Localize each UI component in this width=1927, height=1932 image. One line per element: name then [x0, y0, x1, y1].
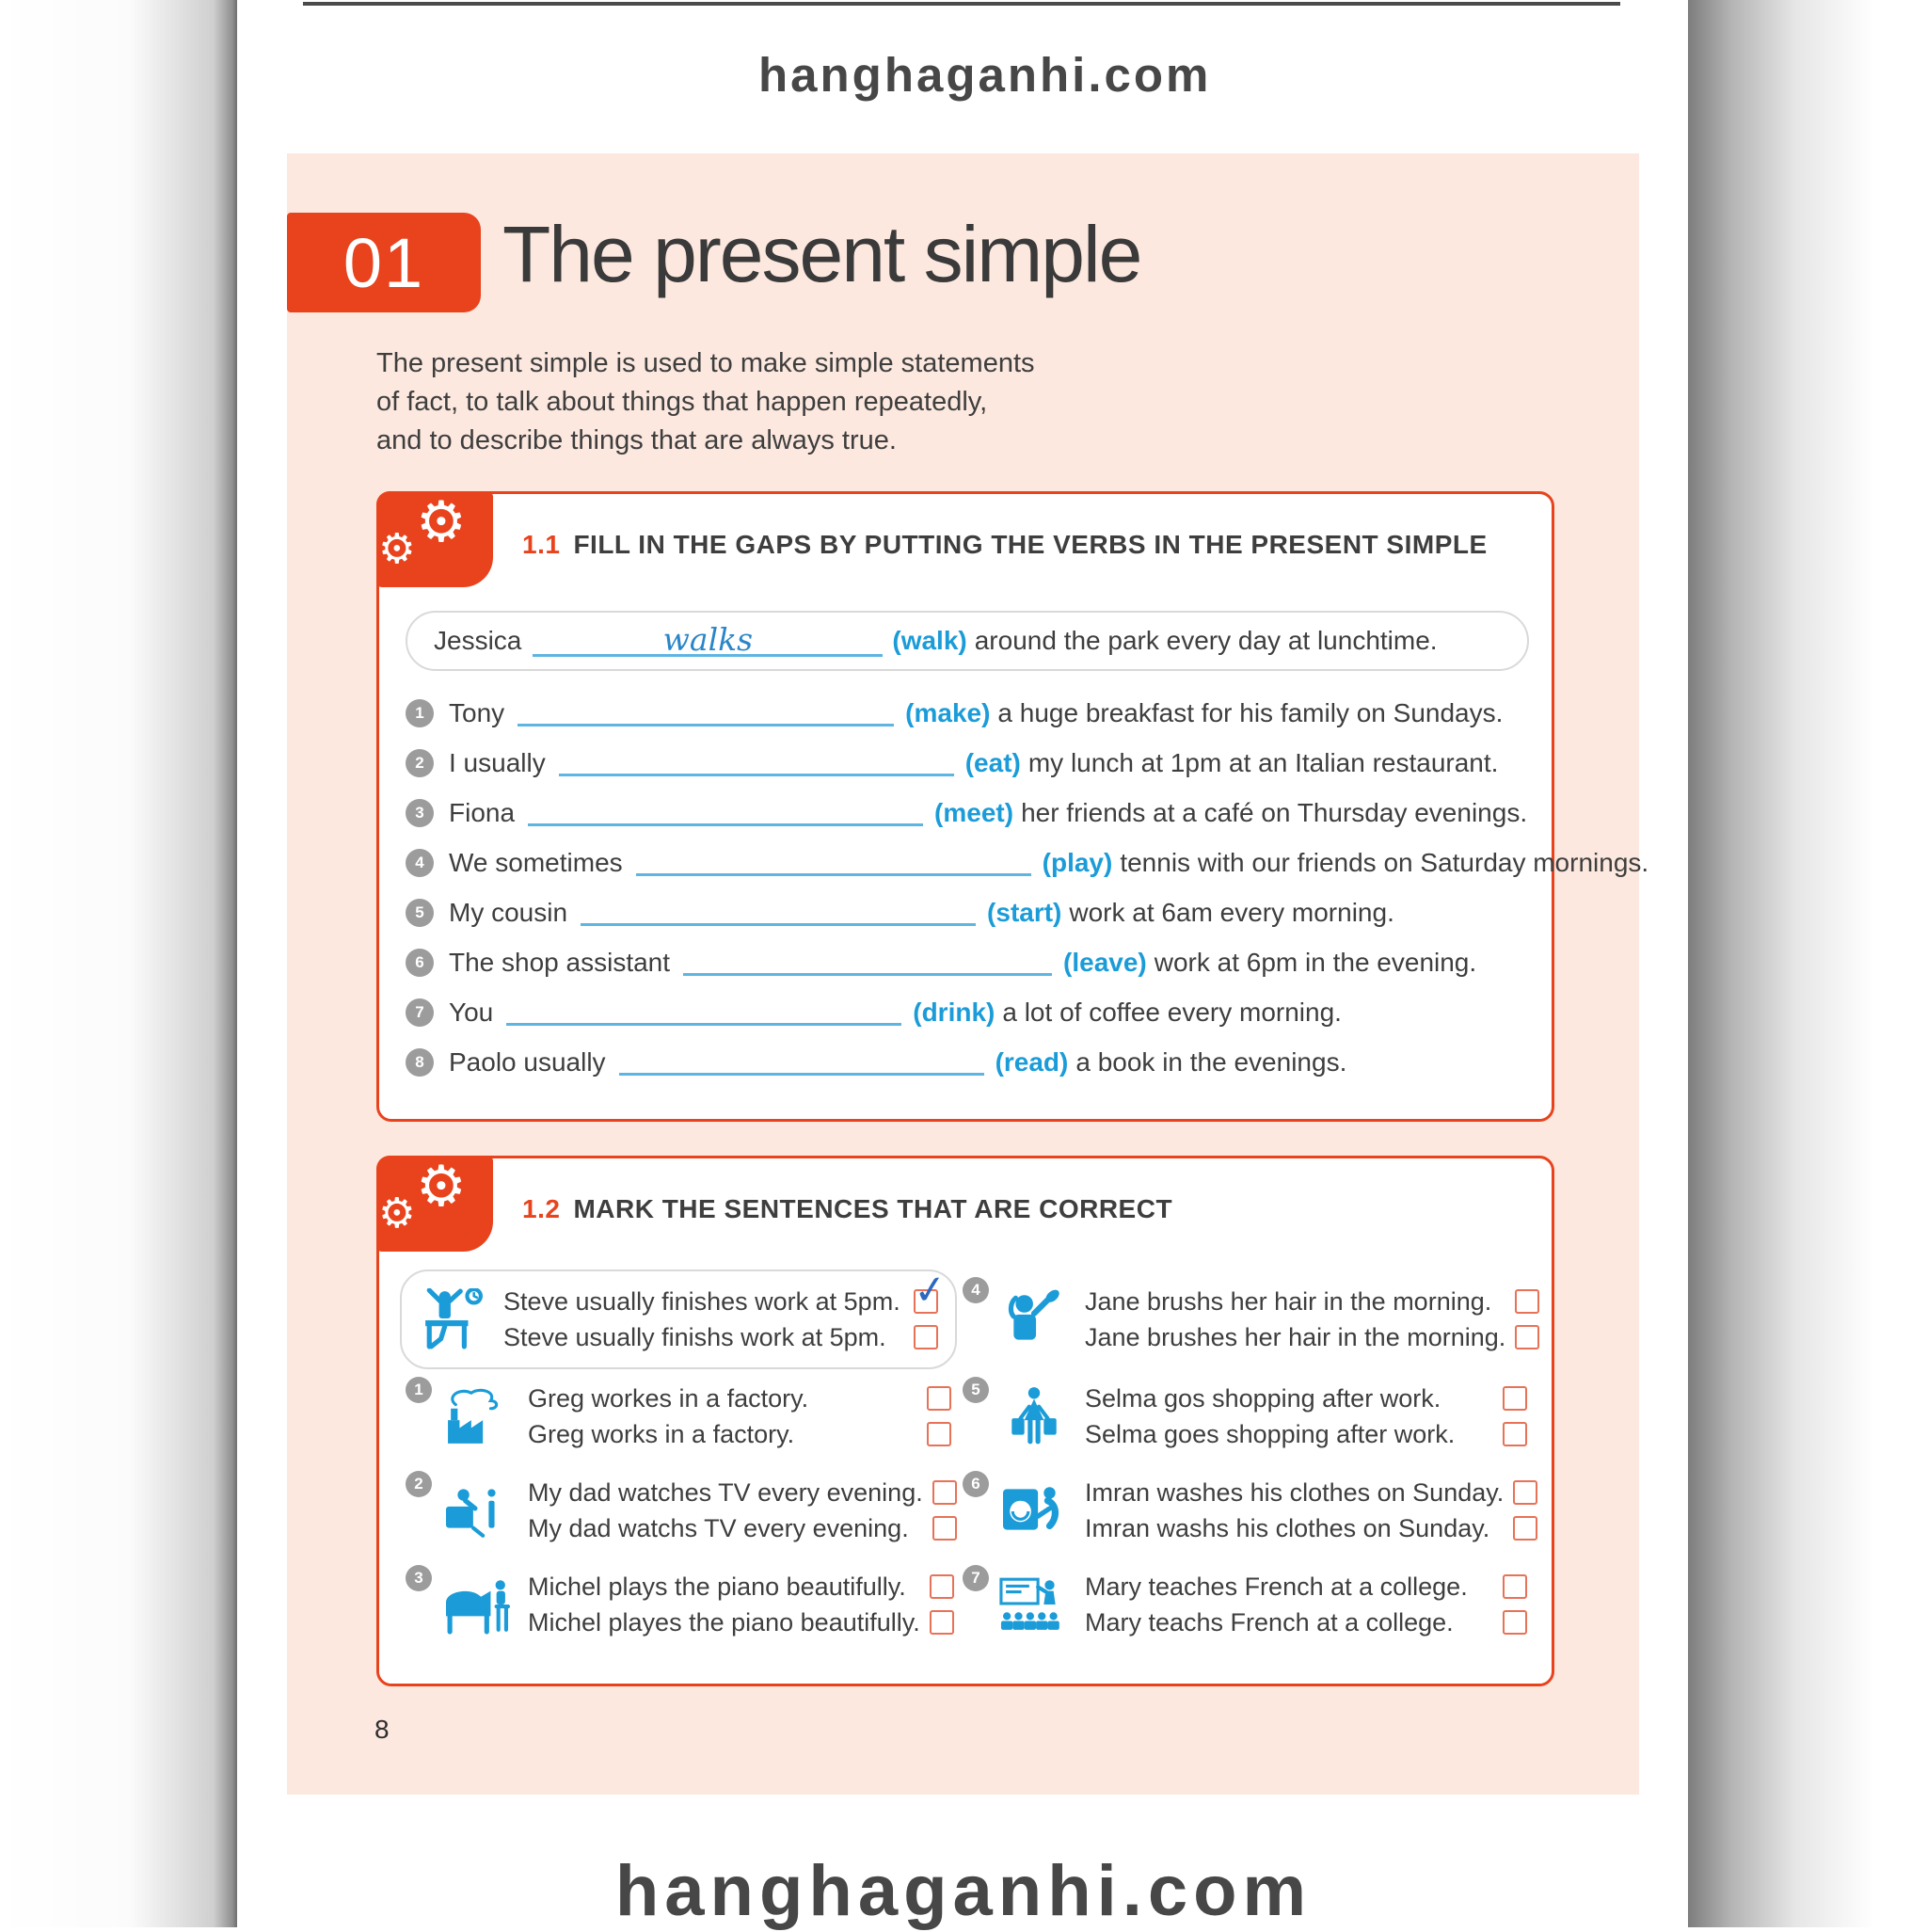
sentence-option: Imran washs his clothes on Sunday. — [1085, 1513, 1490, 1542]
checkbox-empty[interactable] — [1503, 1386, 1527, 1411]
fill-item-1 — [406, 688, 1529, 738]
chapter-number: 01 — [342, 223, 425, 302]
gear-icon: ⚙ — [378, 525, 416, 573]
checkbox-empty[interactable] — [930, 1574, 954, 1599]
answer-blank[interactable] — [506, 995, 901, 1026]
sentence-option: Mary teachs French at a college. — [1085, 1607, 1454, 1637]
page-right-edge-shadow — [1688, 0, 1927, 1927]
fill-in-items — [406, 688, 1649, 1087]
sentence-option: Jane brushs her hair in the morning. — [1085, 1286, 1492, 1316]
checkbox-empty[interactable] — [1503, 1610, 1527, 1635]
washing-machine-icon — [996, 1479, 1072, 1541]
item-number-badge: 7 — [963, 1565, 989, 1591]
sentence-option: Mary teaches French at a college. — [1085, 1572, 1468, 1601]
chapter-intro — [376, 344, 1035, 460]
verb-hint: (leave) — [1063, 947, 1147, 977]
verb-hint: (drink) — [913, 997, 995, 1027]
answer-blank[interactable] — [636, 845, 1031, 876]
checkbox-empty[interactable] — [927, 1422, 951, 1446]
fill-item-7 — [406, 987, 1529, 1037]
sentence-option: Michel plays the piano beautifully. — [528, 1572, 906, 1601]
item-number-badge: 1 — [406, 1377, 432, 1403]
example-sentence-pill — [406, 611, 1529, 671]
verb-hint: (make) — [905, 697, 991, 727]
mark-item-2 — [400, 1463, 957, 1557]
example-answer: walks — [662, 620, 754, 658]
sentence-end: my lunch at 1pm at an Italian restaurant. — [1027, 747, 1499, 777]
sentence-end: a lot of coffee every morning. — [1002, 997, 1342, 1027]
sentence-option: Jane brushes her hair in the morning. — [1085, 1322, 1506, 1351]
mark-item-3 — [400, 1557, 957, 1652]
answer-blank[interactable] — [528, 795, 923, 826]
checkbox-empty[interactable] — [914, 1325, 938, 1349]
sentence-start: Jessica — [434, 626, 522, 655]
verb-hint: (eat) — [964, 747, 1021, 777]
mark-item-6 — [957, 1463, 1533, 1557]
exercise-number: 1.2 — [522, 1194, 561, 1223]
answer-blank[interactable] — [518, 695, 894, 726]
watermark-top: hanghaganhi.com — [758, 48, 1212, 102]
item-number-badge: 3 — [406, 1565, 432, 1591]
answer-blank[interactable] — [533, 620, 883, 657]
sentence-end: a book in the evenings. — [1075, 1046, 1347, 1077]
sentence-end: around the park every day at lunchtime. — [974, 626, 1438, 655]
sentence-option: Imran washes his clothes on Sunday. — [1085, 1477, 1505, 1507]
sentence-option: Greg works in a factory. — [528, 1419, 795, 1448]
sentence-option: Selma gos shopping after work. — [1085, 1383, 1441, 1413]
sentence-start: I usually — [449, 747, 546, 777]
exercise-gears-tab — [376, 491, 493, 587]
exercise-1-2-header — [522, 1194, 1172, 1224]
exercise-1-1-box — [376, 491, 1649, 1122]
sentence-option: Michel playes the piano beautifully. — [528, 1607, 920, 1637]
exercise-gears-tab — [376, 1156, 493, 1252]
item-number-badge: 4 — [406, 849, 434, 877]
fill-item-5 — [406, 887, 1529, 937]
verb-hint: (play) — [1042, 847, 1113, 877]
example-mark-item — [400, 1266, 957, 1369]
page-left-edge-shadow — [0, 0, 237, 1927]
checkbox-empty[interactable] — [1503, 1574, 1527, 1599]
mark-item-5 — [957, 1369, 1533, 1463]
answer-blank[interactable] — [619, 1045, 984, 1076]
item-number-badge: 3 — [406, 799, 434, 827]
checkbox-empty[interactable] — [1515, 1325, 1539, 1349]
sentence-start: My cousin — [449, 897, 568, 927]
verb-hint: (read) — [995, 1046, 1069, 1077]
sentence-end: her friends at a café on Thursday evenings. — [1021, 797, 1528, 827]
exercise-1-1-header — [522, 530, 1488, 560]
watching-tv-icon — [439, 1479, 515, 1541]
checkbox-empty[interactable] — [927, 1386, 951, 1411]
answer-blank[interactable] — [683, 945, 1052, 976]
checkbox-empty[interactable] — [932, 1516, 957, 1541]
checkbox-empty[interactable] — [1513, 1516, 1537, 1541]
sentence-end: a huge breakfast for his family on Sundays. — [997, 697, 1504, 727]
shopping-icon — [996, 1385, 1072, 1447]
sentence-start: The shop assistant — [449, 947, 671, 977]
sentence-start: You — [449, 997, 494, 1027]
sentence-start: Fiona — [449, 797, 516, 827]
verb-hint: (start) — [987, 897, 1062, 927]
checkbox-empty[interactable] — [1515, 1289, 1539, 1314]
checkbox-empty[interactable] — [1513, 1480, 1537, 1505]
exercise-1-2-box — [376, 1156, 1554, 1686]
checkbox-empty[interactable] — [932, 1480, 957, 1505]
answer-blank[interactable] — [559, 745, 954, 776]
item-number-badge: 6 — [963, 1471, 989, 1497]
item-number-badge: 4 — [963, 1277, 989, 1303]
item-number-badge: 2 — [406, 749, 434, 777]
gear-icon: ⚙ — [416, 1156, 467, 1220]
sentence-option-incorrect: Steve usually finishs work at 5pm. — [503, 1322, 886, 1351]
worker-celebrating-icon — [415, 1288, 490, 1350]
sentence-start: Tony — [449, 697, 505, 727]
fill-item-6 — [406, 937, 1529, 987]
item-number-badge: 6 — [406, 949, 434, 977]
mark-item-1 — [400, 1369, 957, 1463]
verb-hint: (walk) — [892, 626, 967, 655]
mark-item-7 — [957, 1557, 1533, 1652]
gear-icon: ⚙ — [378, 1190, 416, 1237]
check-mark: ✓ — [911, 1266, 949, 1314]
fill-item-2 — [406, 738, 1529, 788]
factory-icon — [439, 1385, 515, 1447]
intro-line: The present simple is used to make simple statements — [376, 348, 1035, 378]
teacher-icon — [996, 1573, 1072, 1636]
mark-items-grid — [400, 1266, 1533, 1652]
exercise-title: MARK THE SENTENCES THAT ARE CORRECT — [573, 1194, 1173, 1223]
fill-item-8 — [406, 1037, 1529, 1087]
watermark-bottom: hanghaganhi.com — [614, 1851, 1313, 1931]
sentence-option: Selma goes shopping after work. — [1085, 1419, 1456, 1448]
exercise-number: 1.1 — [522, 530, 561, 559]
intro-line: and to describe things that are always true. — [376, 425, 897, 455]
sentence-option: My dad watchs TV every evening. — [528, 1513, 909, 1542]
checkbox-empty[interactable] — [930, 1610, 954, 1635]
mark-item-4 — [957, 1269, 1533, 1369]
intro-line: of fact, to talk about things that happen repeatedly, — [376, 387, 988, 417]
sentence-option-correct: Steve usually finishes work at 5pm. — [503, 1286, 900, 1316]
sentence-start: Paolo usually — [449, 1046, 606, 1077]
item-number-badge: 1 — [406, 699, 434, 727]
page-title: The present simple — [502, 210, 1141, 298]
fill-item-4 — [406, 838, 1649, 887]
page-top-rule — [303, 2, 1620, 6]
verb-hint: (meet) — [934, 797, 1014, 827]
item-number-badge: 5 — [406, 899, 434, 927]
item-number-badge: 5 — [963, 1377, 989, 1403]
checkbox-checked[interactable] — [911, 1266, 949, 1314]
chapter-number-box — [287, 213, 481, 312]
gear-icon: ⚙ — [416, 491, 467, 555]
sentence-option: Greg workes in a factory. — [528, 1383, 809, 1413]
item-number-badge: 7 — [406, 998, 434, 1027]
checkbox-empty[interactable] — [1503, 1422, 1527, 1446]
sentence-start: We sometimes — [449, 847, 623, 877]
sentence-option: My dad watches TV every evening. — [528, 1477, 923, 1507]
sentence-end: tennis with our friends on Saturday mornings. — [1120, 847, 1649, 877]
sentence-end: work at 6pm in the evening. — [1154, 947, 1477, 977]
item-number-badge: 8 — [406, 1048, 434, 1077]
fill-item-3 — [406, 788, 1529, 838]
piano-icon — [439, 1573, 515, 1636]
item-number-badge: 2 — [406, 1471, 432, 1497]
brushing-hair-icon — [996, 1288, 1072, 1350]
exercise-title: FILL IN THE GAPS BY PUTTING THE VERBS IN THE PRESENT SIMPLE — [573, 530, 1488, 559]
sentence-end: work at 6am every morning. — [1069, 897, 1394, 927]
answer-blank[interactable] — [581, 895, 976, 926]
page-number: 8 — [374, 1715, 390, 1744]
